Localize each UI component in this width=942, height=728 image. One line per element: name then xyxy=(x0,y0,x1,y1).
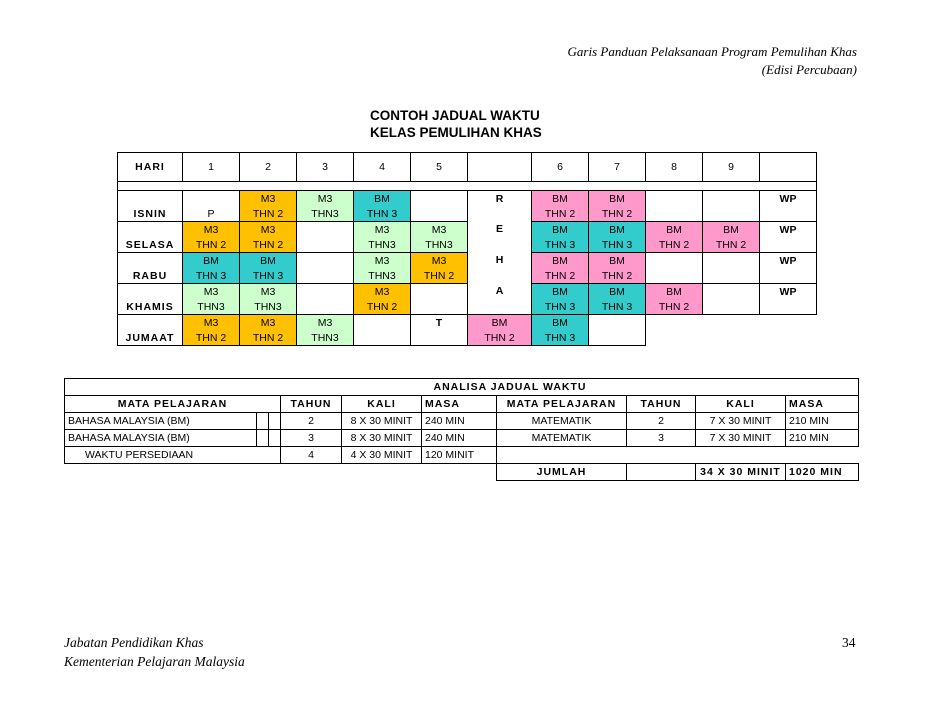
col-header: KALI xyxy=(342,396,422,413)
slot xyxy=(646,206,703,222)
col-header: MATA PELAJARAN xyxy=(65,396,281,413)
col-header xyxy=(760,153,817,182)
col-header: 6 xyxy=(532,153,589,182)
slot xyxy=(297,253,354,269)
slot: M3 xyxy=(297,315,354,331)
slot: BM xyxy=(354,191,411,207)
slot: M3 xyxy=(183,315,240,331)
slot: BM xyxy=(183,253,240,269)
slot: THN 3 xyxy=(532,299,589,315)
cell: 4 xyxy=(281,447,342,464)
analysis-title: ANALISA JADUAL WAKTU xyxy=(65,379,859,396)
timetable-row-khamis xyxy=(118,284,817,300)
day-label: RABU xyxy=(118,268,183,284)
col-header: 4 xyxy=(354,153,411,182)
col-header: TAHUN xyxy=(281,396,342,413)
slot: BM xyxy=(589,222,646,238)
timetable-row-jumaat xyxy=(118,315,817,331)
cell: BAHASA MALAYSIA (BM) xyxy=(65,413,257,430)
slot: M3 xyxy=(354,222,411,238)
slot xyxy=(411,284,468,300)
col-header: 1 xyxy=(183,153,240,182)
slot: WP xyxy=(760,284,817,300)
col-header: MASA xyxy=(422,396,497,413)
slot: M3 xyxy=(411,253,468,269)
cell: 3 xyxy=(281,430,342,447)
timetable-row-isnin xyxy=(118,191,817,207)
rehat-letter: A xyxy=(468,284,532,300)
slot xyxy=(297,284,354,300)
cell: 120 MINIT xyxy=(422,447,497,464)
slot: THN 2 xyxy=(240,206,297,222)
slot: THN3 xyxy=(354,237,411,253)
slot: THN3 xyxy=(297,206,354,222)
footer-line-1: Jabatan Pendidikan Khas xyxy=(64,635,204,650)
timetable-row-selasa xyxy=(118,222,817,238)
slot: THN 3 xyxy=(240,268,297,284)
slot: THN3 xyxy=(240,299,297,315)
analysis-row xyxy=(65,430,859,447)
slot: BM xyxy=(532,284,589,300)
slot: BM xyxy=(589,191,646,207)
slot: M3 xyxy=(297,191,354,207)
slot xyxy=(354,315,411,331)
slot: M3 xyxy=(183,222,240,238)
slot xyxy=(297,299,354,315)
spacer xyxy=(118,182,817,191)
analysis-row xyxy=(65,413,859,430)
slot: M3 xyxy=(240,191,297,207)
slot: BM xyxy=(532,315,589,331)
cell: MATEMATIK xyxy=(497,430,627,447)
slot xyxy=(411,191,468,207)
slot xyxy=(297,268,354,284)
slot: BM xyxy=(646,284,703,300)
slot xyxy=(183,191,240,207)
slot: M3 xyxy=(354,284,411,300)
col-header: MATA PELAJARAN xyxy=(497,396,627,413)
slot: THN 2 xyxy=(411,268,468,284)
slot: THN 2 xyxy=(646,299,703,315)
cell: 240 MIN xyxy=(422,430,497,447)
timetable-header-row xyxy=(118,153,817,182)
slot xyxy=(703,191,760,207)
slot: THN3 xyxy=(411,237,468,253)
slot: M3 xyxy=(183,284,240,300)
col-header: 2 xyxy=(240,153,297,182)
page-title: CONTOH JADUAL WAKTU xyxy=(370,108,540,123)
cell: 210 MIN xyxy=(786,430,859,447)
slot: BM xyxy=(646,222,703,238)
col-header: 3 xyxy=(297,153,354,182)
slot xyxy=(646,268,703,284)
slot: M3 xyxy=(240,222,297,238)
total-label: JUMLAH xyxy=(497,464,627,481)
slot xyxy=(646,191,703,207)
cell: BAHASA MALAYSIA (BM) xyxy=(65,430,257,447)
slot: THN3 xyxy=(354,268,411,284)
slot: THN 3 xyxy=(589,237,646,253)
slot: WP xyxy=(760,222,817,238)
slot: M3 xyxy=(240,284,297,300)
slot: M3 xyxy=(240,315,297,331)
cell: 7 X 30 MINIT xyxy=(696,430,786,447)
slot: THN3 xyxy=(183,299,240,315)
col-header: MASA xyxy=(786,396,859,413)
header-line-1: Garis Panduan Pelaksanaan Program Pemulihan Khas xyxy=(567,44,857,59)
day-label: JUMAAT xyxy=(118,330,183,346)
slot: BM xyxy=(532,253,589,269)
slot: THN 3 xyxy=(354,206,411,222)
slot: BM xyxy=(468,315,532,331)
cell: 2 xyxy=(281,413,342,430)
cell: 2 xyxy=(627,413,696,430)
cell: 8 X 30 MINIT xyxy=(342,413,422,430)
cell: WAKTU PERSEDIAAN xyxy=(65,447,281,464)
slot: THN 2 xyxy=(589,206,646,222)
col-header: 8 xyxy=(646,153,703,182)
slot: BM xyxy=(240,253,297,269)
col-header: 7 xyxy=(589,153,646,182)
rehat-letter: T xyxy=(411,315,468,331)
slot xyxy=(411,299,468,315)
slot: THN 2 xyxy=(354,299,411,315)
slot xyxy=(297,237,354,253)
slot: THN 2 xyxy=(183,237,240,253)
slot: WP xyxy=(760,191,817,207)
slot: BM xyxy=(703,222,760,238)
slot: WP xyxy=(760,253,817,269)
analysis-table xyxy=(64,378,859,481)
col-header: KALI xyxy=(696,396,786,413)
slot: THN 3 xyxy=(532,330,589,346)
col-header: 5 xyxy=(411,153,468,182)
slot: M3 xyxy=(411,222,468,238)
slot: THN 2 xyxy=(646,237,703,253)
slot: THN3 xyxy=(297,330,354,346)
col-header: 9 xyxy=(703,153,760,182)
cell: 3 xyxy=(627,430,696,447)
slot: THN 2 xyxy=(703,237,760,253)
slot: BM xyxy=(532,191,589,207)
cell: 240 MIN xyxy=(422,413,497,430)
slot: BM xyxy=(589,253,646,269)
slot xyxy=(703,268,760,284)
slot: P xyxy=(183,206,240,222)
total-kali: 34 X 30 MINIT xyxy=(696,464,786,481)
slot xyxy=(646,253,703,269)
slot xyxy=(760,299,817,315)
slot: THN 2 xyxy=(240,237,297,253)
rehat-letter: H xyxy=(468,253,532,269)
analysis-row xyxy=(65,447,859,464)
slot xyxy=(411,206,468,222)
slot: M3 xyxy=(354,253,411,269)
slot xyxy=(703,253,760,269)
slot xyxy=(703,284,760,300)
page-number: 34 xyxy=(842,635,856,650)
col-header: HARI xyxy=(118,153,183,182)
timetable-row-rabu xyxy=(118,253,817,269)
analysis-header-row xyxy=(65,396,859,413)
slot: THN 2 xyxy=(183,330,240,346)
rehat-letter: E xyxy=(468,222,532,238)
cell: MATEMATIK xyxy=(497,413,627,430)
slot: BM xyxy=(532,222,589,238)
analysis-total-row xyxy=(65,464,859,481)
rehat-letter: R xyxy=(468,191,532,207)
slot xyxy=(297,222,354,238)
cell: 7 X 30 MINIT xyxy=(696,413,786,430)
total-masa: 1020 MIN xyxy=(786,464,859,481)
cell: 210 MIN xyxy=(786,413,859,430)
slot: THN 2 xyxy=(468,330,532,346)
day-label: KHAMIS xyxy=(118,299,183,315)
slot xyxy=(703,206,760,222)
cell: 4 X 30 MINIT xyxy=(342,447,422,464)
slot: THN 3 xyxy=(589,299,646,315)
slot: THN 2 xyxy=(240,330,297,346)
slot xyxy=(703,299,760,315)
timetable xyxy=(117,152,817,346)
day-label: ISNIN xyxy=(118,206,183,222)
header-line-2: (Edisi Percubaan) xyxy=(761,62,857,77)
slot: THN 2 xyxy=(532,206,589,222)
slot xyxy=(760,206,817,222)
col-header: TAHUN xyxy=(627,396,696,413)
slot xyxy=(760,237,817,253)
footer-line-2: Kementerian Pelajaran Malaysia xyxy=(64,654,245,669)
day-label: SELASA xyxy=(118,237,183,253)
page-subtitle: KELAS PEMULIHAN KHAS xyxy=(370,125,542,140)
slot: THN 2 xyxy=(532,268,589,284)
slot: THN 3 xyxy=(183,268,240,284)
slot xyxy=(354,330,411,346)
slot xyxy=(760,268,817,284)
col-header xyxy=(468,153,532,182)
slot: THN 3 xyxy=(532,237,589,253)
slot: THN 2 xyxy=(589,268,646,284)
slot: BM xyxy=(589,284,646,300)
cell: 8 X 30 MINIT xyxy=(342,430,422,447)
